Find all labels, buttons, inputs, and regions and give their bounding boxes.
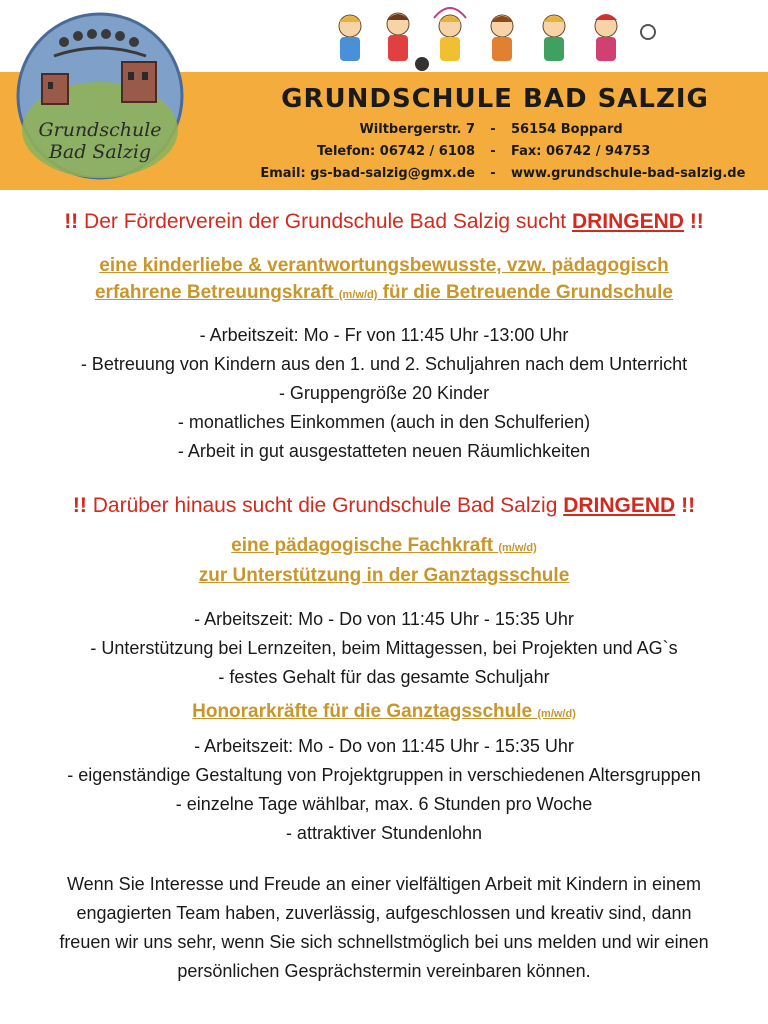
section1-heading xyxy=(0,210,768,234)
child-figure xyxy=(595,14,617,61)
gender-note: (m/w/d) xyxy=(338,289,378,301)
position-title-part: Honorarkräfte für die Ganztagsschule xyxy=(192,701,533,722)
section2-heading-text: Darüber hinaus sucht die Grundschule Bad Salzig xyxy=(92,494,558,517)
child-figure xyxy=(491,15,513,61)
section1-details xyxy=(0,321,768,466)
exclamation-mark: !! xyxy=(72,494,87,517)
school-name: GRUNDSCHULE BAD SALZIG xyxy=(281,84,709,114)
closing-line: engagierten Team haben, zuverlässig, aufgeschlossen und kreativ sind, dann xyxy=(76,903,692,923)
section3-details xyxy=(0,732,768,848)
address-row xyxy=(230,122,750,137)
section3-position-title xyxy=(0,698,768,728)
child-figure xyxy=(387,13,409,61)
separator: - xyxy=(490,144,496,159)
list-item: - Betreuung von Kindern aus den 1. und 2. Schuljahren nach dem Unterricht xyxy=(80,354,688,374)
letterhead xyxy=(0,0,768,190)
football-icon xyxy=(415,57,429,71)
separator: - xyxy=(490,122,496,137)
position-title-part: erfahrene Betreuungskraft xyxy=(94,282,334,303)
list-item: - monatliches Einkommen (auch in den Schulferien) xyxy=(177,412,591,432)
section2-position-title xyxy=(0,532,768,589)
school-logo xyxy=(14,10,186,182)
exclamation-mark: !! xyxy=(64,210,79,233)
section2-details xyxy=(0,605,768,692)
logo-text-line2: Bad Salzig xyxy=(48,141,152,163)
child-figure xyxy=(339,15,361,61)
closing-line: freuen wir uns sehr, wenn Sie sich schnellstmöglich bei uns melden und wir einen xyxy=(59,932,709,952)
section1-heading-text: Der Förderverein der Grundschule Bad Salzig sucht xyxy=(84,210,567,233)
position-title-line1: eine kinderliebe & verantwortungsbewusste, vzw. pädagogisch xyxy=(99,255,669,276)
section2-heading xyxy=(0,494,768,518)
gender-note: (m/w/d) xyxy=(537,708,576,720)
list-item: - Unterstützung bei Lernzeiten, beim Mittagessen, bei Projekten und AG`s xyxy=(90,638,678,658)
email-row xyxy=(230,166,750,181)
phone-number: Telefon: 06742 / 6108 xyxy=(316,144,475,159)
list-item: - Arbeit in gut ausgestatteten neuen Räumlichkeiten xyxy=(177,441,591,461)
urgent-label: DRINGEND xyxy=(571,210,684,233)
fax-number: Fax: 06742 / 94753 xyxy=(511,144,651,159)
position-title-line2: zur Unterstützung in der Ganztagsschule xyxy=(198,565,570,586)
street-address: Wiltbergerstr. 7 xyxy=(359,122,475,137)
list-item: - attraktiver Stundenlohn xyxy=(285,823,483,843)
closing-paragraph xyxy=(0,870,768,986)
closing-line: Wenn Sie Interesse und Freude an einer vielfältigen Arbeit mit Kindern in einem xyxy=(66,874,702,894)
list-item: - Arbeitszeit: Mo - Do von 11:45 Uhr - 15:35 Uhr xyxy=(194,736,574,756)
list-item: - einzelne Tage wählbar, max. 6 Stunden pro Woche xyxy=(175,794,593,814)
list-item: - Arbeitszeit: Mo - Fr von 11:45 Uhr -13:00 Uhr xyxy=(199,325,569,345)
list-item: - eigenständige Gestaltung von Projektgruppen in verschiedenen Altersgruppen xyxy=(67,765,701,785)
position-title-line2 xyxy=(0,279,768,309)
position-title-line1 xyxy=(0,532,768,562)
child-figure xyxy=(543,15,565,61)
email-address: Email: gs-bad-salzig@gmx.de xyxy=(260,166,475,181)
child-figure xyxy=(434,8,466,61)
position-title-part: eine pädagogische Fachkraft xyxy=(231,535,494,556)
city-address: 56154 Boppard xyxy=(511,122,623,137)
logo-text-line1: Grundschule xyxy=(38,119,162,141)
position-title-part: für die Betreuende Grundschule xyxy=(382,282,673,303)
phone-row xyxy=(230,144,750,159)
racket-icon xyxy=(641,25,655,39)
exclamation-mark: !! xyxy=(689,210,704,233)
section1-position-title xyxy=(0,252,768,309)
list-item: - Gruppengröße 20 Kinder xyxy=(278,383,490,403)
website-link[interactable]: www.grundschule-bad-salzig.de xyxy=(511,166,746,181)
urgent-label: DRINGEND xyxy=(563,494,676,517)
closing-line: persönlichen Gesprächstermin vereinbaren können. xyxy=(177,961,591,981)
exclamation-mark: !! xyxy=(681,494,696,517)
job-posting xyxy=(0,196,768,986)
separator: - xyxy=(490,166,496,181)
children-illustration xyxy=(330,4,660,72)
list-item: - Arbeitszeit: Mo - Do von 11:45 Uhr - 15:35 Uhr xyxy=(194,609,574,629)
list-item: - festes Gehalt für das gesamte Schuljahr xyxy=(218,667,550,687)
gender-note: (m/w/d) xyxy=(498,542,537,554)
